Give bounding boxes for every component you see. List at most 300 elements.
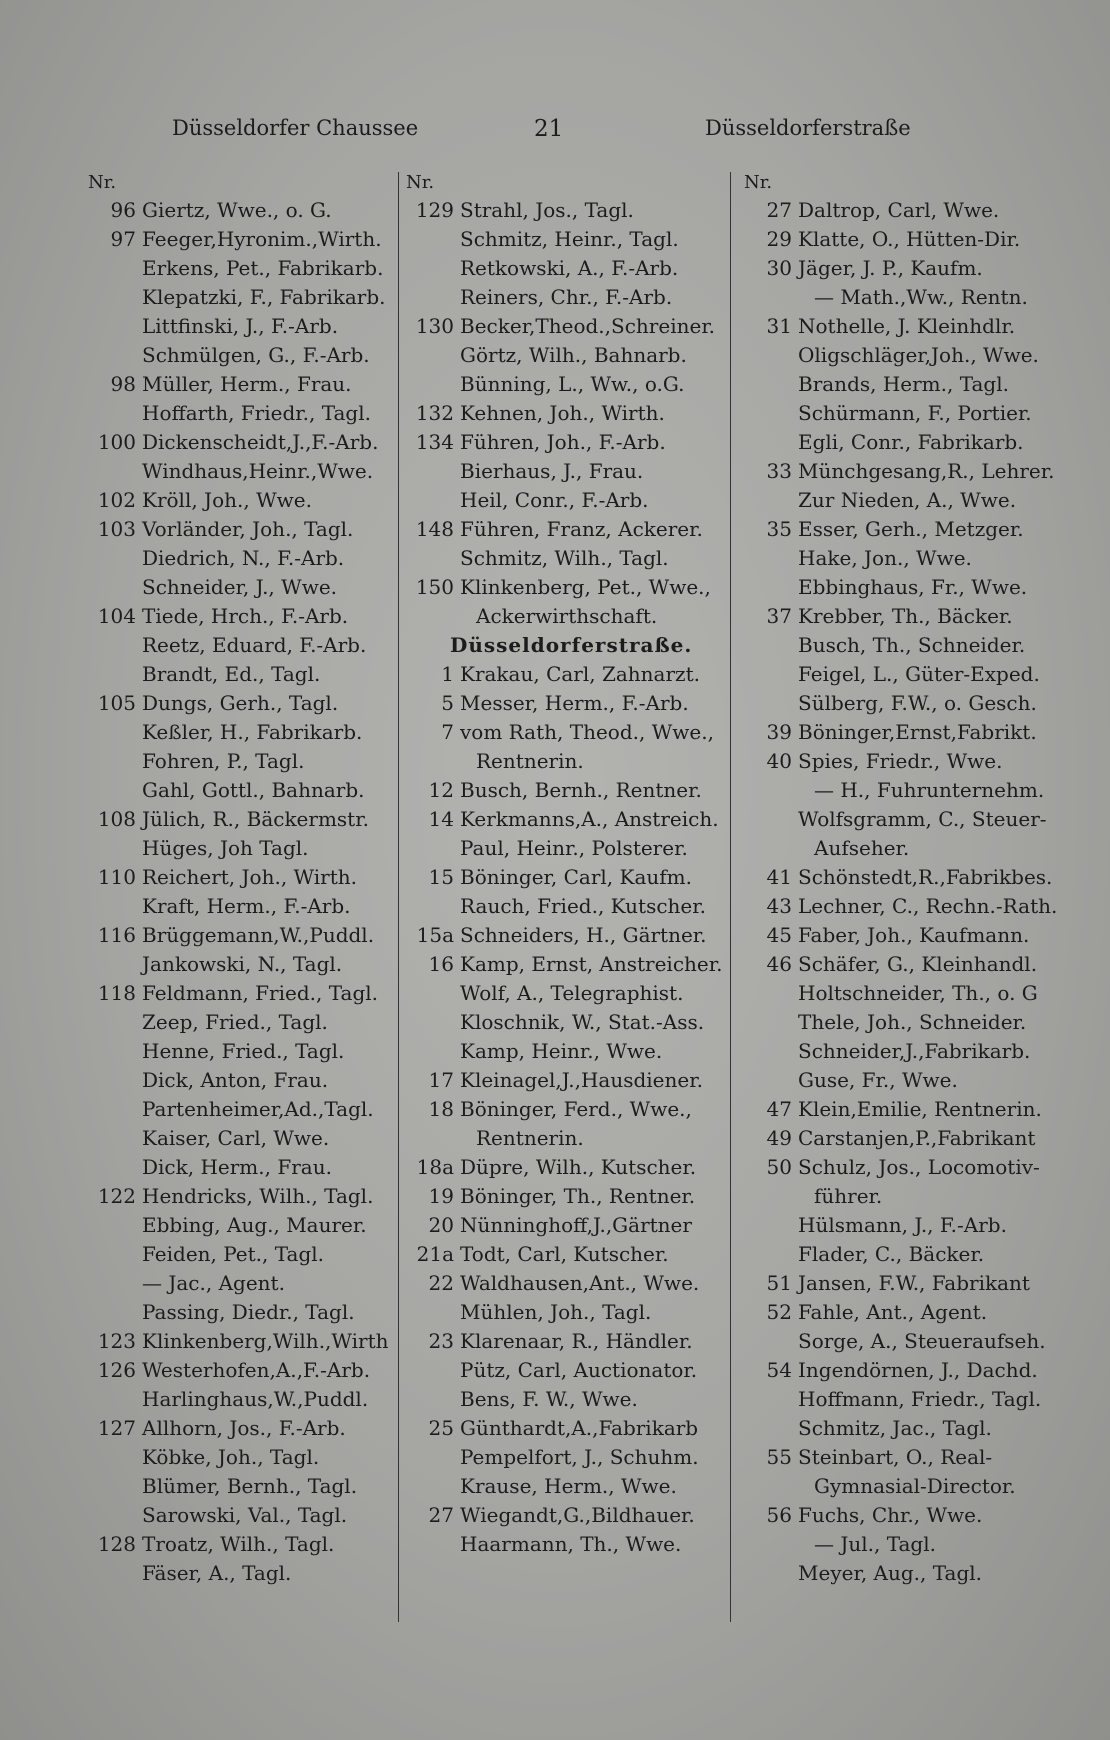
directory-entry: [400, 892, 740, 921]
resident-entry-text: Jansen, F.W., Fabrikant: [798, 1271, 1030, 1295]
resident-entry-text: Heil, Conr., F.-Arb.: [460, 488, 649, 512]
resident-entry-text: Kamp, Heinr., Wwe.: [460, 1039, 663, 1063]
resident-entry-text: Führen, Franz, Ackerer.: [460, 517, 703, 541]
directory-entry: [400, 573, 740, 602]
resident-entry-text: Krause, Herm., Wwe.: [460, 1474, 677, 1498]
resident-entry-text: Brands, Herm., Tagl.: [798, 372, 1009, 396]
directory-entry: [400, 283, 740, 312]
header-left-street: Düsseldorfer Chaussee: [172, 116, 419, 140]
directory-entry: [400, 1037, 740, 1066]
resident-entry-text: Reetz, Eduard, F.-Arb.: [142, 633, 367, 657]
resident-entry-text: Schmitz, Jac., Tagl.: [798, 1416, 992, 1440]
resident-entry-text: Westerhofen,A.,F.-Arb.: [142, 1358, 371, 1382]
directory-entry: [400, 979, 740, 1008]
resident-entry-text: Diedrich, N., F.-Arb.: [142, 546, 345, 570]
resident-entry-text: Hüges, Joh Tagl.: [142, 836, 309, 860]
directory-entry: [400, 254, 740, 283]
house-number: 21a: [416, 1242, 454, 1266]
page-header: [0, 108, 1110, 148]
resident-entry-text: Busch, Th., Schneider.: [798, 633, 1026, 657]
resident-entry-text: Becker,Theod.,Schreiner.: [460, 314, 716, 338]
directory-entry: [400, 1385, 740, 1414]
directory-entry: [738, 254, 1058, 283]
house-number: 37: [766, 604, 792, 628]
resident-entry-text: Gymnasial-Director.: [814, 1474, 1016, 1498]
resident-entry-text: Fuchs, Chr., Wwe.: [798, 1503, 983, 1527]
house-number: 18: [428, 1097, 454, 1121]
directory-entry: [82, 1501, 397, 1530]
directory-entry: [400, 1095, 740, 1124]
resident-entry-text: Feeger,Hyronim.,Wirth.: [142, 227, 382, 251]
resident-entry-text: Feiden, Pet., Tagl.: [142, 1242, 325, 1266]
directory-entry: [82, 573, 397, 602]
directory-entry: [82, 1356, 397, 1385]
directory-column-2: [400, 170, 740, 1559]
house-number: 16: [428, 952, 454, 976]
directory-entry: [82, 399, 397, 428]
house-number: 49: [766, 1126, 792, 1150]
directory-entry: [82, 457, 397, 486]
directory-entry: [82, 602, 397, 631]
resident-entry-text: Faber, Joh., Kaufmann.: [798, 923, 1030, 947]
house-number: 22: [428, 1271, 454, 1295]
directory-entry: [82, 921, 397, 950]
resident-entry-text: Rauch, Fried., Kutscher.: [460, 894, 706, 918]
directory-entry: [400, 1530, 740, 1559]
resident-entry-text: Schäfer, G., Kleinhandl.: [798, 952, 1038, 976]
house-number: 15: [428, 865, 454, 889]
directory-entry: [738, 1153, 1058, 1182]
directory-entry: [400, 1008, 740, 1037]
resident-entry-text: Lechner, C., Rechn.-Rath.: [798, 894, 1058, 918]
house-number: 103: [97, 517, 136, 541]
directory-column-3: [738, 170, 1058, 1588]
resident-entry-text: Krakau, Carl, Zahnarzt.: [460, 662, 700, 686]
directory-entry: [738, 1095, 1058, 1124]
resident-entry-text: Messer, Herm., F.-Arb.: [460, 691, 689, 715]
directory-entry: [400, 1124, 740, 1153]
directory-entry: [738, 805, 1058, 834]
directory-entry: [738, 515, 1058, 544]
resident-entry-text: Aufseher.: [814, 836, 910, 860]
resident-entry-text: Böninger, Th., Rentner.: [460, 1184, 696, 1208]
directory-entry: [738, 1385, 1058, 1414]
house-number: 40: [766, 749, 792, 773]
resident-entry-text: Schmitz, Heinr., Tagl.: [460, 227, 679, 251]
resident-entry-text: Kraft, Herm., F.-Arb.: [142, 894, 351, 918]
column-number-label: Nr.: [744, 172, 773, 193]
directory-entry: [82, 225, 397, 254]
house-number: 98: [110, 372, 136, 396]
directory-entry: [738, 1008, 1058, 1037]
directory-entry: [82, 428, 397, 457]
directory-entry: [738, 486, 1058, 515]
house-number: 150: [415, 575, 454, 599]
directory-entry: [82, 283, 397, 312]
directory-entry: [738, 399, 1058, 428]
resident-entry-text: Schneider, J., Wwe.: [142, 575, 338, 599]
directory-entry: [400, 312, 740, 341]
resident-entry-text: Klarenaar, R., Händler.: [460, 1329, 693, 1353]
directory-entry: [400, 747, 740, 776]
house-number: 128: [97, 1532, 136, 1556]
resident-entry-text: Oligschläger,Joh., Wwe.: [798, 343, 1039, 367]
resident-entry-text: Kleinagel,J.,Hausdiener.: [460, 1068, 703, 1092]
directory-entry: [738, 1298, 1058, 1327]
page-number: 21: [534, 116, 564, 142]
resident-entry-text: Düpre, Wilh., Kutscher.: [460, 1155, 697, 1179]
directory-entry: [82, 341, 397, 370]
directory-entry: [738, 979, 1058, 1008]
directory-entry: [400, 428, 740, 457]
directory-entry: [400, 1240, 740, 1269]
resident-entry-text: Gahl, Gottl., Bahnarb.: [142, 778, 365, 802]
house-number: 15a: [416, 923, 454, 947]
resident-entry-text: führer.: [814, 1184, 883, 1208]
resident-entry-text: Krebber, Th., Bäcker.: [798, 604, 1013, 628]
resident-entry-text: Fahle, Ant., Agent.: [798, 1300, 988, 1324]
column-number-label: Nr.: [88, 172, 117, 193]
directory-entry: [738, 689, 1058, 718]
resident-entry-text: Ackerwirthschaft.: [476, 604, 658, 628]
directory-entry: [82, 1211, 397, 1240]
directory-entry: [400, 1414, 740, 1443]
resident-entry-text: Keßler, H., Fabrikarb.: [142, 720, 363, 744]
directory-entry: [738, 457, 1058, 486]
resident-entry-text: Klinkenberg, Pet., Wwe.,: [460, 575, 711, 599]
directory-entry: [738, 1037, 1058, 1066]
directory-entry: [738, 428, 1058, 457]
section-heading: [400, 631, 740, 660]
directory-entry: [400, 341, 740, 370]
directory-entry: [82, 1298, 397, 1327]
directory-entry: [738, 660, 1058, 689]
house-number: 104: [97, 604, 136, 628]
directory-entry: [82, 254, 397, 283]
resident-entry-text: Hoffmann, Friedr., Tagl.: [798, 1387, 1042, 1411]
resident-entry-text: Thele, Joh., Schneider.: [798, 1010, 1027, 1034]
resident-entry-text: Brandt, Ed., Tagl.: [142, 662, 321, 686]
house-number: 96: [110, 198, 136, 222]
column-divider: [398, 172, 399, 1622]
directory-entry: [82, 312, 397, 341]
directory-entry: [82, 1095, 397, 1124]
house-number: 108: [97, 807, 136, 831]
house-number: 46: [766, 952, 792, 976]
directory-entry: [738, 834, 1058, 863]
resident-entry-text: Köbke, Joh., Tagl.: [142, 1445, 320, 1469]
directory-entry: [400, 1153, 740, 1182]
resident-entry-text: Windhaus,Heinr.,Wwe.: [142, 459, 374, 483]
resident-entry-text: Kamp, Ernst, Anstreicher.: [460, 952, 723, 976]
resident-entry-text: Dick, Herm., Frau.: [142, 1155, 332, 1179]
directory-entry: [82, 863, 397, 892]
resident-entry-text: Bens, F. W., Wwe.: [460, 1387, 638, 1411]
directory-entry: [82, 892, 397, 921]
directory-entry: [82, 1008, 397, 1037]
directory-entry: [82, 805, 397, 834]
house-number: 12: [428, 778, 454, 802]
directory-entry: [400, 660, 740, 689]
resident-entry-text: Flader, C., Bäcker.: [798, 1242, 985, 1266]
house-number: 29: [766, 227, 792, 251]
house-number: 41: [766, 865, 792, 889]
directory-entry: [738, 1269, 1058, 1298]
directory-entry: [400, 950, 740, 979]
directory-entry: [82, 1153, 397, 1182]
resident-entry-text: Esser, Gerh., Metzger.: [798, 517, 1024, 541]
house-number: 47: [766, 1097, 792, 1121]
house-number: 126: [97, 1358, 136, 1382]
directory-entry: [82, 834, 397, 863]
directory-entry: [400, 370, 740, 399]
directory-entry: [400, 457, 740, 486]
resident-entry-text: Dickenscheidt,J.,F.-Arb.: [142, 430, 379, 454]
resident-entry-text: Wolfsgramm, C., Steuer-: [798, 807, 1047, 831]
directory-entry: [738, 863, 1058, 892]
resident-entry-text: Kaiser, Carl, Wwe.: [142, 1126, 330, 1150]
resident-entry-text: Hoffarth, Friedr., Tagl.: [142, 401, 371, 425]
directory-entry: [738, 747, 1058, 776]
resident-entry-text: Brüggemann,W.,Puddl.: [142, 923, 375, 947]
resident-entry-text: Zeep, Fried., Tagl.: [142, 1010, 328, 1034]
directory-entry: [82, 1472, 397, 1501]
resident-entry-text: Kloschnik, W., Stat.-Ass.: [460, 1010, 705, 1034]
directory-entry: [400, 1298, 740, 1327]
directory-entry: [400, 1356, 740, 1385]
house-number: 33: [766, 459, 792, 483]
resident-entry-text: Hülsmann, J., F.-Arb.: [798, 1213, 1007, 1237]
resident-entry-text: Passing, Diedr., Tagl.: [142, 1300, 355, 1324]
house-number: 43: [766, 894, 792, 918]
directory-entry: [400, 602, 740, 631]
resident-entry-text: Dick, Anton, Frau.: [142, 1068, 329, 1092]
resident-entry-text: Klepatzki, F., Fabrikarb.: [142, 285, 386, 309]
directory-entry: [738, 1443, 1058, 1472]
resident-entry-text: Carstanjen,P.,Fabrikant: [798, 1126, 1036, 1150]
directory-entry: [400, 1472, 740, 1501]
directory-entry: [400, 486, 740, 515]
house-number: 127: [97, 1416, 136, 1440]
house-number: 118: [97, 981, 136, 1005]
resident-entry-text: Müller, Herm., Frau.: [142, 372, 352, 396]
resident-entry-text: Vorländer, Joh., Tagl.: [142, 517, 354, 541]
house-number: 97: [110, 227, 136, 251]
directory-entry: [738, 1501, 1058, 1530]
resident-entry-text: Egli, Conr., Fabrikarb.: [798, 430, 1024, 454]
directory-entry: [82, 1443, 397, 1472]
directory-entry: [82, 1037, 397, 1066]
house-number: 50: [766, 1155, 792, 1179]
house-number: 105: [97, 691, 136, 715]
resident-entry-text: Giertz, Wwe., o. G.: [142, 198, 332, 222]
directory-entry: [400, 805, 740, 834]
resident-entry-text: Schönstedt,R.,Fabrikbes.: [798, 865, 1053, 889]
directory-entry: [738, 921, 1058, 950]
house-number: 39: [766, 720, 792, 744]
directory-entry: [738, 196, 1058, 225]
resident-entry-text: Schulz, Jos., Locomotiv-: [798, 1155, 1040, 1179]
resident-entry-text: Klatte, O., Hütten-Dir.: [798, 227, 1021, 251]
directory-entry: [738, 1559, 1058, 1588]
directory-entry: [738, 1211, 1058, 1240]
resident-entry-text: Mühlen, Joh., Tagl.: [460, 1300, 652, 1324]
resident-entry-text: Paul, Heinr., Polsterer.: [460, 836, 688, 860]
directory-entry: [738, 1182, 1058, 1211]
directory-entry: [738, 312, 1058, 341]
house-number: 17: [428, 1068, 454, 1092]
resident-entry-text: Retkowski, A., F.-Arb.: [460, 256, 679, 280]
house-number: 14: [428, 807, 454, 831]
directory-entry: [400, 1211, 740, 1240]
directory-entry: [82, 631, 397, 660]
directory-entry: [738, 1472, 1058, 1501]
directory-entry: [400, 515, 740, 544]
street-heading-text: Düsseldorferstraße.: [450, 633, 693, 657]
resident-entry-text: Holtschneider, Th., o. G: [798, 981, 1038, 1005]
directory-entry: [738, 544, 1058, 573]
resident-entry-text: Sarowski, Val., Tagl.: [142, 1503, 348, 1527]
directory-entry: [738, 1240, 1058, 1269]
resident-entry-text: Kerkmanns,A., Anstreich.: [460, 807, 719, 831]
directory-entry: [82, 689, 397, 718]
house-number: 18a: [416, 1155, 454, 1179]
directory-entry: [82, 979, 397, 1008]
directory-entry: [738, 573, 1058, 602]
resident-entry-text: — Jul., Tagl.: [814, 1532, 936, 1556]
directory-entry: [400, 1066, 740, 1095]
directory-entry: [82, 1385, 397, 1414]
house-number: 30: [766, 256, 792, 280]
resident-entry-text: Bünning, L., Ww., o.G.: [460, 372, 685, 396]
house-number: 7: [441, 720, 454, 744]
directory-entry: [400, 834, 740, 863]
resident-entry-text: Kröll, Joh., Wwe.: [142, 488, 312, 512]
resident-entry-text: Erkens, Pet., Fabrikarb.: [142, 256, 384, 280]
house-number: 27: [766, 198, 792, 222]
directory-entry: [738, 1327, 1058, 1356]
directory-entry: [738, 370, 1058, 399]
resident-entry-text: Henne, Fried., Tagl.: [142, 1039, 345, 1063]
resident-entry-text: Ebbing, Aug., Maurer.: [142, 1213, 367, 1237]
directory-entry: [82, 718, 397, 747]
resident-entry-text: Ebbinghaus, Fr., Wwe.: [798, 575, 1028, 599]
directory-entry: [400, 689, 740, 718]
directory-entry: [738, 225, 1058, 254]
directory-entry: [82, 1066, 397, 1095]
resident-entry-text: Schneider,J.,Fabrikarb.: [798, 1039, 1031, 1063]
house-number: 31: [766, 314, 792, 338]
resident-entry-text: Fäser, A., Tagl.: [142, 1561, 292, 1585]
directory-entry: [82, 1269, 397, 1298]
directory-entry: [738, 602, 1058, 631]
house-number: 35: [766, 517, 792, 541]
resident-entry-text: Rentnerin.: [476, 749, 584, 773]
resident-entry-text: Fohren, P., Tagl.: [142, 749, 305, 773]
resident-entry-text: Reichert, Joh., Wirth.: [142, 865, 357, 889]
resident-entry-text: Schmitz, Wilh., Tagl.: [460, 546, 669, 570]
directory-entry: [82, 370, 397, 399]
directory-entry: [738, 283, 1058, 312]
house-number: 123: [97, 1329, 136, 1353]
house-number: 148: [415, 517, 454, 541]
resident-entry-text: vom Rath, Theod., Wwe.,: [460, 720, 714, 744]
resident-entry-text: Jäger, J. P., Kaufm.: [798, 256, 983, 280]
directory-entry: [82, 1327, 397, 1356]
resident-entry-text: Böninger,Ernst,Fabrikt.: [798, 720, 1037, 744]
house-number: 102: [97, 488, 136, 512]
house-number: 110: [97, 865, 136, 889]
directory-entry: [738, 1356, 1058, 1385]
directory-entry: [400, 1269, 740, 1298]
resident-entry-text: Reiners, Chr., F.-Arb.: [460, 285, 673, 309]
directory-entry: [738, 776, 1058, 805]
resident-entry-text: Allhorn, Jos., F.-Arb.: [142, 1416, 346, 1440]
resident-entry-text: Partenheimer,Ad.,Tagl.: [142, 1097, 374, 1121]
resident-entry-text: Daltrop, Carl, Wwe.: [798, 198, 1000, 222]
resident-entry-text: Klinkenberg,Wilh.,Wirth: [142, 1329, 389, 1353]
house-number: 1: [441, 662, 454, 686]
directory-entry: [82, 1240, 397, 1269]
resident-entry-text: Zur Nieden, A., Wwe.: [798, 488, 1017, 512]
house-number: 45: [766, 923, 792, 947]
resident-entry-text: Sülberg, F.W., o. Gesch.: [798, 691, 1037, 715]
directory-entry: [82, 515, 397, 544]
directory-entry: [82, 1414, 397, 1443]
directory-entry: [738, 1530, 1058, 1559]
resident-entry-text: Schmülgen, G., F.-Arb.: [142, 343, 370, 367]
resident-entry-text: Pütz, Carl, Auctionator.: [460, 1358, 698, 1382]
resident-entry-text: Harlinghaus,W.,Puddl.: [142, 1387, 369, 1411]
house-number: 100: [97, 430, 136, 454]
house-number: 23: [428, 1329, 454, 1353]
directory-entry: [82, 747, 397, 776]
directory-entry: [400, 225, 740, 254]
directory-entry: [400, 863, 740, 892]
resident-entry-text: Hendricks, Wilh., Tagl.: [142, 1184, 374, 1208]
resident-entry-text: Klein,Emilie, Rentnerin.: [798, 1097, 1042, 1121]
directory-entry: [82, 776, 397, 805]
resident-entry-text: Strahl, Jos., Tagl.: [460, 198, 634, 222]
resident-entry-text: Tiede, Hrch., F.-Arb.: [142, 604, 349, 628]
resident-entry-text: Troatz, Wilh., Tagl.: [142, 1532, 335, 1556]
house-number: 5: [441, 691, 454, 715]
resident-entry-text: Böninger, Ferd., Wwe.,: [460, 1097, 692, 1121]
resident-entry-text: Guse, Fr., Wwe.: [798, 1068, 958, 1092]
directory-entry: [400, 1327, 740, 1356]
resident-entry-text: Wolf, A., Telegraphist.: [460, 981, 684, 1005]
directory-entry: [82, 950, 397, 979]
directory-entry: [82, 196, 397, 225]
resident-entry-text: Rentnerin.: [476, 1126, 584, 1150]
resident-entry-text: Sorge, A., Steueraufseh.: [798, 1329, 1046, 1353]
house-number: 20: [428, 1213, 454, 1237]
directory-entry: [82, 1559, 397, 1588]
directory-entry: [400, 921, 740, 950]
house-number: 56: [766, 1503, 792, 1527]
resident-entry-text: Schneiders, H., Gärtner.: [460, 923, 707, 947]
directory-entry: [738, 1124, 1058, 1153]
resident-entry-text: Kehnen, Joh., Wirth.: [460, 401, 665, 425]
directory-entry: [82, 1124, 397, 1153]
house-number: 122: [97, 1184, 136, 1208]
resident-entry-text: Steinbart, O., Real-: [798, 1445, 993, 1469]
resident-entry-text: Münchgesang,R., Lehrer.: [798, 459, 1055, 483]
directory-entry: [82, 486, 397, 515]
house-number: 116: [97, 923, 136, 947]
resident-entry-text: Blümer, Bernh., Tagl.: [142, 1474, 358, 1498]
house-number: 132: [415, 401, 454, 425]
